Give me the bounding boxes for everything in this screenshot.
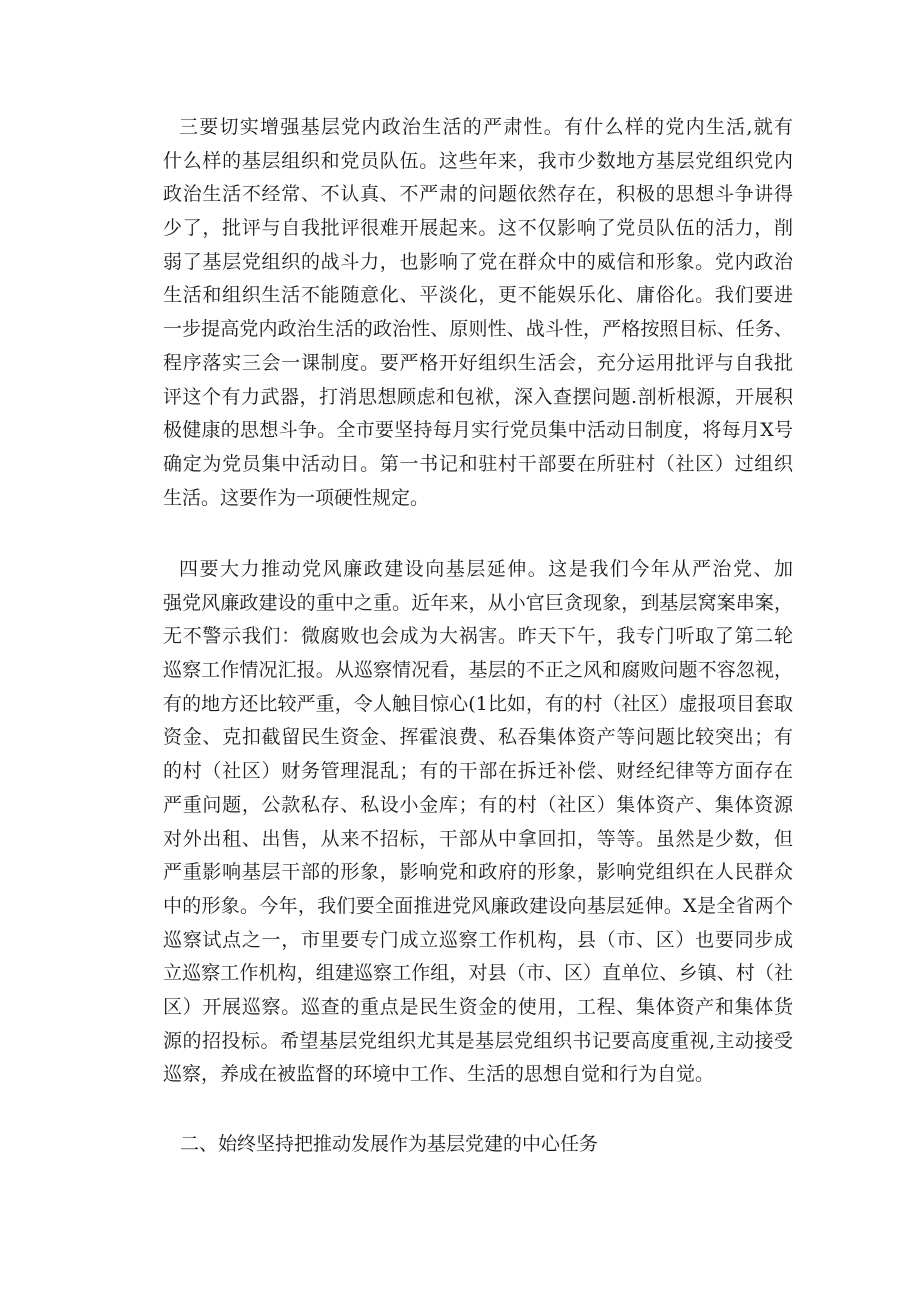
paragraph-line: 巡察工作情况汇报。从巡察情况看，基层的不正之风和腐败问题不容忽视，	[163, 659, 793, 682]
paragraph-line: 生活和组织生活不能随意化、平淡化，更不能娱乐化、庸俗化。我们要进	[163, 284, 793, 307]
paragraph-line: 什么样的基层组织和党员队伍。这些年来，我市少数地方基层党组织党内	[163, 149, 793, 172]
paragraph-line: 资金、克扣截留民生资金、挥霍浪费、私吞集体资产等问题比较突出；有	[163, 726, 793, 749]
paragraph-line: 三要切实增强基层党内政治生活的严肃性。有什么样的党内生活,就有	[179, 116, 793, 138]
section-heading: 二、始终坚持把推动发展作为基层党建的中心任务	[180, 1133, 599, 1155]
paragraph-line: 四要大力推动党风廉政建设向基层延伸。这是我们今年从严治党、加	[179, 558, 793, 580]
paragraph-strict-party-life	[163, 111, 793, 515]
paragraph-line: 确定为党员集中活动日。第一书记和驻村干部要在所驻村（社区）过组织	[163, 452, 793, 475]
paragraph-line: 中的形象。今年，我们要全面推进党风廉政建设向基层延伸。X是全省两个	[163, 894, 793, 917]
paragraph-line: 的村（社区）财务管理混乱；有的干部在拆迁补偿、财经纪律等方面存在	[163, 760, 793, 783]
paragraph-line: 评这个有力武器，打消思想顾虑和包袱，深入查摆问题.剖析根源，开展积	[163, 385, 793, 408]
paragraph-line: 严重问题，公款私存、私设小金库；有的村（社区）集体资产、集体资源	[163, 793, 793, 816]
paragraph-line: 对外出租、出售，从来不招标，干部从中拿回扣，等等。虽然是少数，但	[163, 827, 793, 850]
paragraph-line: 巡察，养成在被监督的环境中工作、生活的思想自觉和行为自觉。	[163, 1063, 715, 1086]
paragraph-line: 极健康的思想斗争。全市要坚持每月实行党员集中活动日制度，将每月X号	[163, 419, 793, 442]
paragraph-line: 强党风廉政建设的重中之重。近年来，从小官巨贪现象，到基层窝案串案，	[163, 591, 793, 614]
paragraph-line: 有的地方还比较严重，令人触目惊心(1比如，有的村（社区）虚报项目套取	[163, 692, 793, 715]
paragraph-line: 巡察试点之一，市里要专门成立巡察工作机构，县（市、区）也要同步成	[163, 928, 793, 951]
paragraph-line: 少了，批评与自我批评很难开展起来。这不仅影响了党员队伍的活力，削	[163, 217, 793, 240]
paragraph-line: 区）开展巡察。巡查的重点是民生资金的使用，工程、集体资产和集体货	[163, 995, 793, 1018]
paragraph-line: 一步提高党内政治生活的政治性、原则性、战斗性，严格按照目标、任务、	[163, 318, 793, 341]
paragraph-line: 程序落实三会一课制度。要严格开好组织生活会，充分运用批评与自我批	[163, 351, 793, 374]
paragraph-line: 严重影响基层干部的形象，影响党和政府的形象，影响党组织在人民群众	[163, 861, 793, 884]
paragraph-line: 生活。这要作为一项硬性规定。	[163, 486, 430, 509]
paragraph-line: 立巡察工作机构，组建巡察工作组，对县（市、区）直单位、乡镇、村（社	[163, 962, 793, 985]
paragraph-line: 源的招投标。希望基层党组织尤其是基层党组织书记要高度重视,主动接受	[163, 1029, 793, 1052]
paragraph-line: 无不警示我们：微腐败也会成为大祸害。昨天下午，我专门听取了第二轮	[163, 625, 793, 648]
paragraph-line: 弱了基层党组织的战斗力，也影响了党在群众中的威信和形象。党内政治	[163, 250, 793, 273]
paragraph-line: 政治生活不经常、不认真、不严肃的问题依然存在，积极的思想斗争讲得	[163, 183, 793, 206]
paragraph-anti-corruption	[163, 553, 793, 1092]
